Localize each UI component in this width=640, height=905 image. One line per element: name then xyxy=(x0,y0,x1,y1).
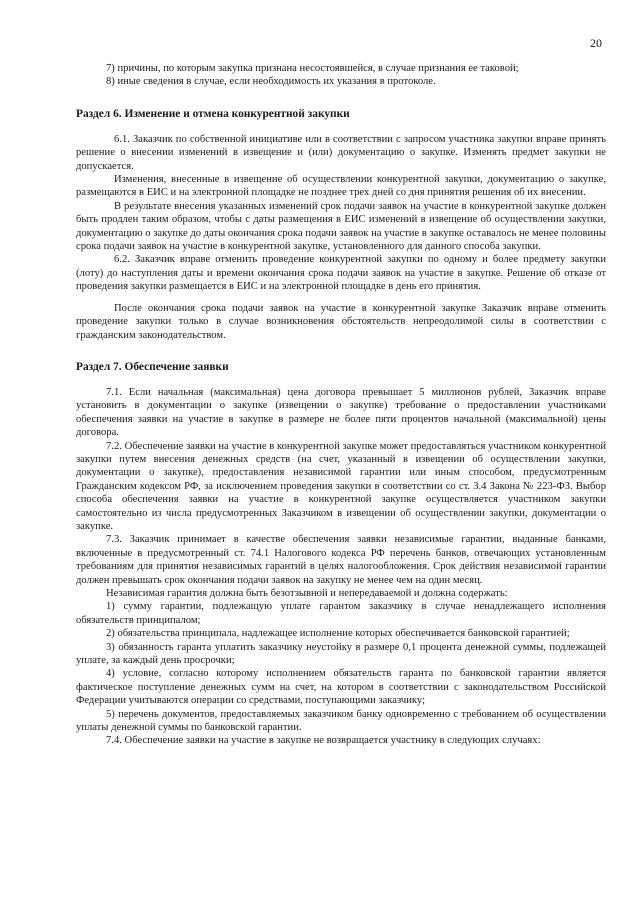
paragraph: Независимая гарантия должна быть безотзывной и непередаваемой и должна содержать: xyxy=(106,588,508,599)
paragraph: 7.4. Обеспечение заявки на участие в закупке не возвращается участнику в следующих случаях: xyxy=(106,735,541,747)
paragraph: 6.1. Заказчик по собственной инициативе или в соответствии с запросом участника закупки вправе принять решение о внесении изменений в извещение и (или) документацию о закупке. Изменять предмет закупки не допускается. xyxy=(76,133,606,172)
list-item: 4) условие, согласно которому исполнением обязательств гаранта по банковской гарантии является фактическое поступление денежных сумм на счет, на котором в соответствии с законодательством Российской Федерации учитываются операции со средствами, поступающими заказчику; xyxy=(76,668,606,707)
section-6-title: Раздел 6. Изменение и отмена конкурентной закупки xyxy=(76,107,350,120)
paragraph: 7.1. Если начальная (максимальная) цена договора превышает 5 миллионов рублей, Заказчик вправе установить в документации о закупке (извещении о закупке) требование о предоставлении участниками обеспечения заявки на участие в закупке в размере не более пяти процентов начальной (максимальной) цены договора. xyxy=(76,386,606,439)
paragraph: 7.2. Обеспечение заявки на участие в конкурентной закупке может предоставляться участником конкурентной закупки путем внесения денежных средств (на счет, указанный в извещении об осуществлении закупки, документации о закупке), предоставления независимой гарантии или иным способом, предусмотренным Гражданским кодексом РФ, за исключением проведения закупки в соответствии со ст. 3.4 Закона № 223-ФЗ. Выбор способа обеспечения заявки на участие в конкурентной закупке осуществляется участником закупки самостоятельно из числа предусмотренных Заказчиком в извещении об осуществлении закупки, документации о закупке. xyxy=(76,440,606,532)
list-item: 2) обязательства принципала, надлежащее исполнение которых обеспечивается банковской гарантией; xyxy=(106,628,570,640)
paragraph: Изменения, внесенные в извещение об осуществлении конкурентной закупки, документацию о закупке, размещаются в ЕИС и на электронной площадке не позднее трех дней со дня принятия решения об их внесении. xyxy=(76,174,606,199)
list-item: 7) причины, по которым закупка признана несостоявшейся, в случае признания ее таковой; xyxy=(106,63,519,74)
list-item: 5) перечень документов, предоставляемых заказчиком банку одновременно с требованием об осуществлении уплаты денежной суммы по банковской гарантии. xyxy=(76,708,606,734)
section-7-title: Раздел 7. Обеспечение заявки xyxy=(76,360,229,373)
list-item: 3) обязанность гаранта уплатить заказчику неустойку в размере 0,1 процента денежной суммы, подлежащей уплате, за каждый день просрочки; xyxy=(76,641,606,667)
list-item: 8) иные сведения в случае, если необходимость их указания в протоколе. xyxy=(106,76,436,88)
page-number: 20 xyxy=(590,36,602,50)
paragraph: После окончания срока подачи заявок на участие в конкурентной закупке Заказчик вправе отменить проведение закупки только в случае возникновения обстоятельств непреодолимой силы в соответствии с гражданским законодательством. xyxy=(76,302,606,341)
page-content xyxy=(76,62,606,748)
paragraph: 7.3. Заказчик принимает в качестве обеспечения заявки независимые гарантии, выданные банками, включенные в предусмотренный ст. 74.1 Налогового кодекса РФ перечень банков, отвечающих установленным требованиям для принятия независимых гарантий в целях налогообложения. Срок действия независимой гарантии должен превышать срок окончания подачи заявок на закупку не менее чем на один месяц. xyxy=(76,534,606,586)
paragraph: В результате внесения указанных изменений срок подачи заявок на участие в конкурентной закупке должен быть продлен таким образом, чтобы с даты размещения в ЕИС изменений в извещение об осуществлении закупки, документацию о закупке до даты окончания срока подачи заявок на участие в закупке оставалось не менее половины срока подачи заявок на участие в конкурентной закупке, установленного для данного способа закупки. xyxy=(76,200,606,253)
paragraph: 6.2. Заказчик вправе отменить проведение конкурентной закупки по одному и более предмету закупки (лоту) до наступления даты и времени окончания срока подачи заявок на участие в закупке. Решение об отказе от проведения закупки размещается в ЕИС и на электронной площадке в день его принятия. xyxy=(76,254,606,293)
list-item: 1) сумму гарантии, подлежащую уплате гарантом заказчику в случае ненадлежащего исполнения обязательств принципалом; xyxy=(76,601,606,626)
